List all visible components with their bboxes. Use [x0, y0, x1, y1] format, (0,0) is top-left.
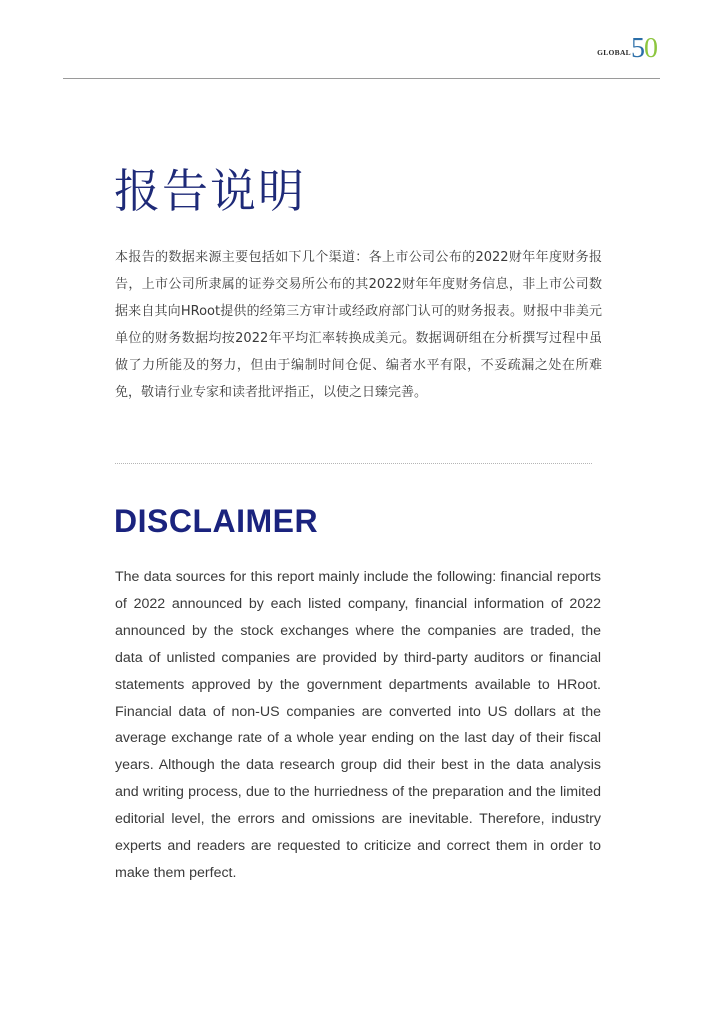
en-section-title: DISCLAIMER [114, 503, 319, 539]
section-divider [115, 463, 592, 464]
global50-logo [597, 33, 661, 66]
en-section-body: The data sources for this report mainly include the following: financial reports of 2022 announced by each listed company, financial information of 2022 announced by the stock exchanges where the companies are traded, the data of unlisted companies are provided by third-party auditors or financial statements approved by the government departments available to HRoot. Financial data of non-US companies are converted into US dollars at the average exchange rate of a whole year ending on the last day of their fiscal years. Although the data research group did their best in the data analysis and writing process, due to the hurriedness of the preparation and the limited editorial level, the errors and omissions are inevitable. Therefore, industry experts and readers are requested to criticize and correct them in order to make them perfect. [115, 569, 601, 881]
logo-wordmark: GLOBAL [597, 48, 631, 57]
logo-numeral [631, 33, 661, 66]
cn-section-title: 报告说明 [114, 164, 306, 218]
header-divider [63, 78, 660, 79]
logo-digit-zero: 0 [644, 33, 658, 64]
logo-digit-five: 5 [631, 33, 645, 64]
cn-section-body: 本报告的数据来源主要包括如下几个渠道：各上市公司公布的2022财年年度财务报告，上市公司所隶属的证券交易所公布的其2022财年年度财务信息，非上市公司数据来自其向HRoot提供的经第三方审计或经政府部门认可的财务报表。财报中非美元单位的财务数据均按2022年平均汇率转换成美元。数据调研组在分析撰写过程中虽做了力所能及的努力，但由于编制时间仓促、编者水平有限，不妥疏漏之处在所难免，敬请行业专家和读者批评指正，以使之日臻完善。 [115, 250, 602, 400]
